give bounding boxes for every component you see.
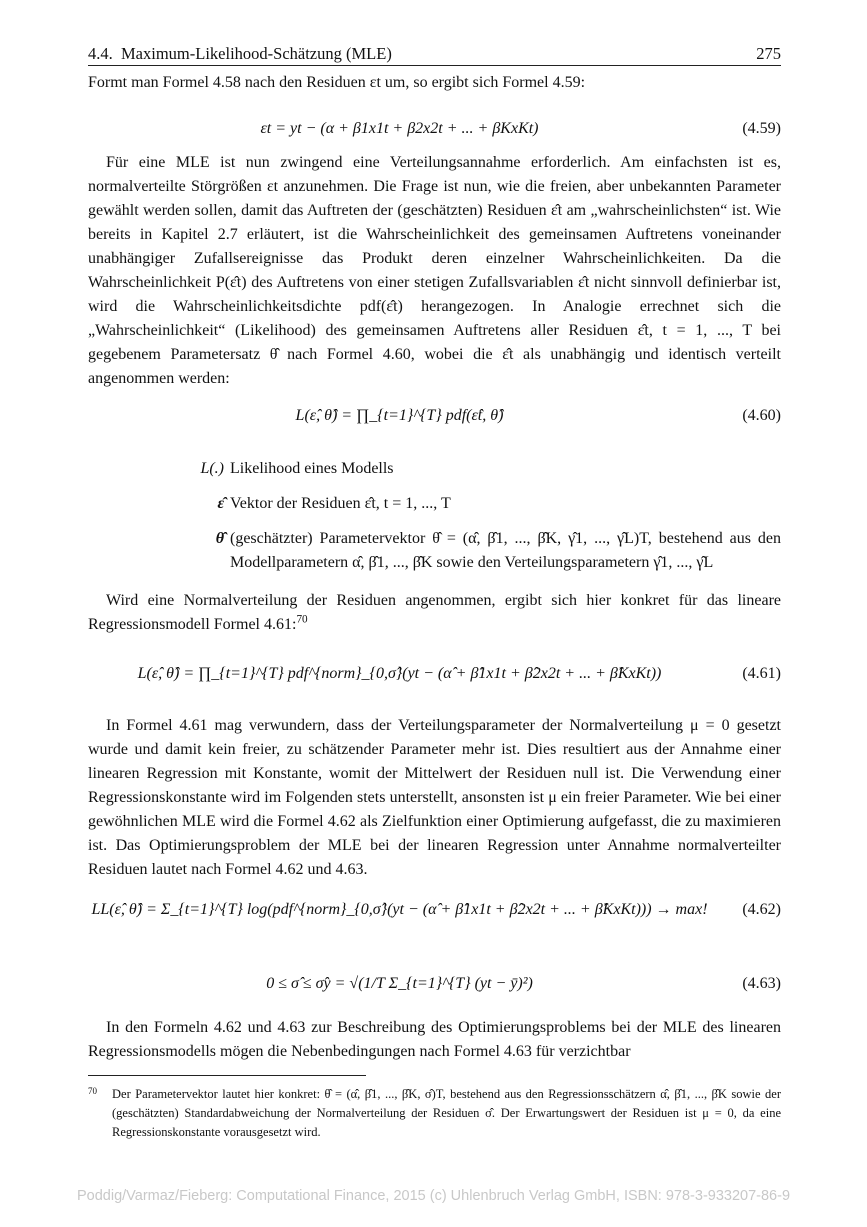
legend-item	[88, 457, 781, 481]
footnote-divider	[88, 1075, 366, 1076]
page	[88, 0, 781, 1227]
paragraph-4	[88, 1016, 781, 1064]
equation-body: L(ε̂, θ̂) = ∏_{t=1}^{T} pdf^{norm}_{0,σ̂}(yt − (α̂ + β̂1x1t + β̂2x2t + ... + β̂KxKt))	[137, 665, 662, 682]
legend-text: Vektor der Residuen ε̂t, t = 1, ..., T	[230, 495, 451, 512]
paragraph-3	[88, 714, 781, 882]
legend-text: (geschätzter) Parametervektor θ̂ = (α̂, β̂1, ..., β̂K, γ̂1, ..., γ̂L)T, bestehend aus den Modellparametern α̂, β̂1, ..., β̂K sowie den Verteilungsparametern γ̂1, ..., γ̂L	[230, 530, 781, 571]
equation-4-61	[88, 660, 781, 688]
paragraph-3-text: In Formel 4.61 mag verwundern, dass der Verteilungsparameter der Normalverteilung μ = 0 gesetzt wurde und damit kein freier, zu schätzender Parameter mehr ist. Dies resultiert aus der Annahme einer linearen Regression mit Konstante, womit der Mittelwert der Residuen null ist. Die Verwendung einer Regressionskonstante wird im Folgenden stets unterstellt, ansonsten ist μ ein freier Parameter. Wie bei einer gewöhnlichen MLE wird die Formel 4.62 als Zielfunktion einer Optimierung aufgefasst, die zu maximieren ist. Das Optimierungsproblem der MLE bei der linearen Regression unter Annahme normalverteilter Residuen lautet nach Formel 4.62 und 4.63.	[88, 717, 781, 878]
equation-number: (4.62)	[742, 901, 781, 918]
equation-body: LL(ε̂, θ̂) = Σ_{t=1}^{T} log(pdf^{norm}_{0,σ̂}(yt − (α̂ + β̂1x1t + β̂2x2t + ... + β̂KxKt))) → max!	[91, 901, 708, 918]
paragraph-2-text: Wird eine Normalverteilung der Residuen angenommen, ergibt sich hier konkret für das lineare Regressionsmodell Formel 4.61:	[88, 592, 781, 633]
equation-4-62	[88, 896, 781, 924]
paragraph-1	[88, 151, 781, 391]
section-title: 4.4. Maximum-Likelihood-Schätzung (MLE)	[88, 44, 392, 63]
copyright-watermark: Poddig/Varmaz/Fieberg: Computational Finance, 2015 (c) Uhlenbruch Verlag GmbH, ISBN: 978-3-933207-86-9	[76, 1188, 791, 1204]
running-header	[88, 43, 781, 66]
legend-text: Likelihood eines Modells	[230, 460, 394, 477]
equation-body: 0 ≤ σ̂ ≤ σ̂y = √(1/T Σ_{t=1}^{T} (yt − ȳ)²)	[266, 975, 533, 992]
paragraph-4-text: In den Formeln 4.62 und 4.63 zur Beschreibung des Optimierungsproblems bei der MLE des linearen Regressionsmodells mögen die Nebenbedingungen nach Formel 4.63 für verzichtbar	[88, 1019, 781, 1060]
legend-symbol: L(.)	[200, 460, 224, 477]
equation-4-59	[88, 115, 781, 143]
legend-item	[88, 527, 781, 575]
equation-4-60	[88, 402, 781, 430]
legend-symbol: θ̂	[215, 530, 224, 547]
intro-text: Formt man Formel 4.58 nach den Residuen εt um, so ergibt sich Formel 4.59:	[88, 74, 586, 91]
equation-number: (4.60)	[742, 407, 781, 424]
footnote	[88, 1085, 781, 1142]
equation-number: (4.61)	[742, 665, 781, 682]
paragraph-1-text: Für eine MLE ist nun zwingend eine Verteilungsannahme erforderlich. Am einfachsten ist es, normalverteilte Störgrößen εt anzunehmen. Die Frage ist nun, wie die freien, aber unbekannten Parameter gewählt werden sollen, damit das Auftreten der (geschätzten) Residuen ε̂t am „wahrscheinlichsten“ ist. Wie bereits in Kapitel 2.7 erläutert, ist die Wahrscheinlichkeit des gemeinsamen Auftretens voneinander unabhängiger Zufallsereignisse das Produkt deren einzelner Wahrscheinlichkeiten. Da die Wahrscheinlichkeit P(ε̂t) des Auftretens von einer stetigen Zufallsvariablen ε̂t nicht sinnvoll definierbar ist, wird die Wahrscheinlichkeitsdichte pdf(ε̂t) herangezogen. In Analogie errechnet sich die „Wahrscheinlichkeit“ (Likelihood) des gemeinsamen Auftretens aller Residuen ε̂t, t = 1, ..., T bei gegebenem Parametersatz θ̂ nach Formel 4.60, wobei die ε̂t als unabhängig und identisch verteilt angenommen werden:	[88, 154, 781, 387]
equation-body: L(ε̂, θ̂) = ∏_{t=1}^{T} pdf(ε̂t, θ̂)	[295, 407, 504, 424]
symbol-legend	[88, 457, 781, 586]
intro-paragraph	[88, 71, 781, 95]
page-number: 275	[756, 44, 781, 63]
equation-number: (4.63)	[742, 975, 781, 992]
footnote-reference[interactable]: 70	[296, 613, 308, 626]
equation-number: (4.59)	[742, 120, 781, 137]
equation-4-63	[88, 970, 781, 998]
footnote-mark: 70	[88, 1086, 97, 1096]
paragraph-2	[88, 589, 781, 637]
footnote-text: Der Parametervektor lautet hier konkret: θ̂ = (α̂, β̂1, ..., β̂K, σ̂)T, bestehend aus den Regressionsschätzern α̂, β̂1, ..., β̂K sowie der (geschätzten) Standardabweichung der Normalverteilung der Residuen σ̂. Der Erwartungswert der Residuen ist μ = 0, da eine Regressionskonstante vorausgesetzt wird.	[112, 1087, 781, 1139]
equation-body: εt = yt − (α + β1x1t + β2x2t + ... + βKxKt)	[260, 120, 539, 137]
legend-symbol: ε̂	[217, 495, 224, 512]
legend-item	[88, 492, 781, 516]
